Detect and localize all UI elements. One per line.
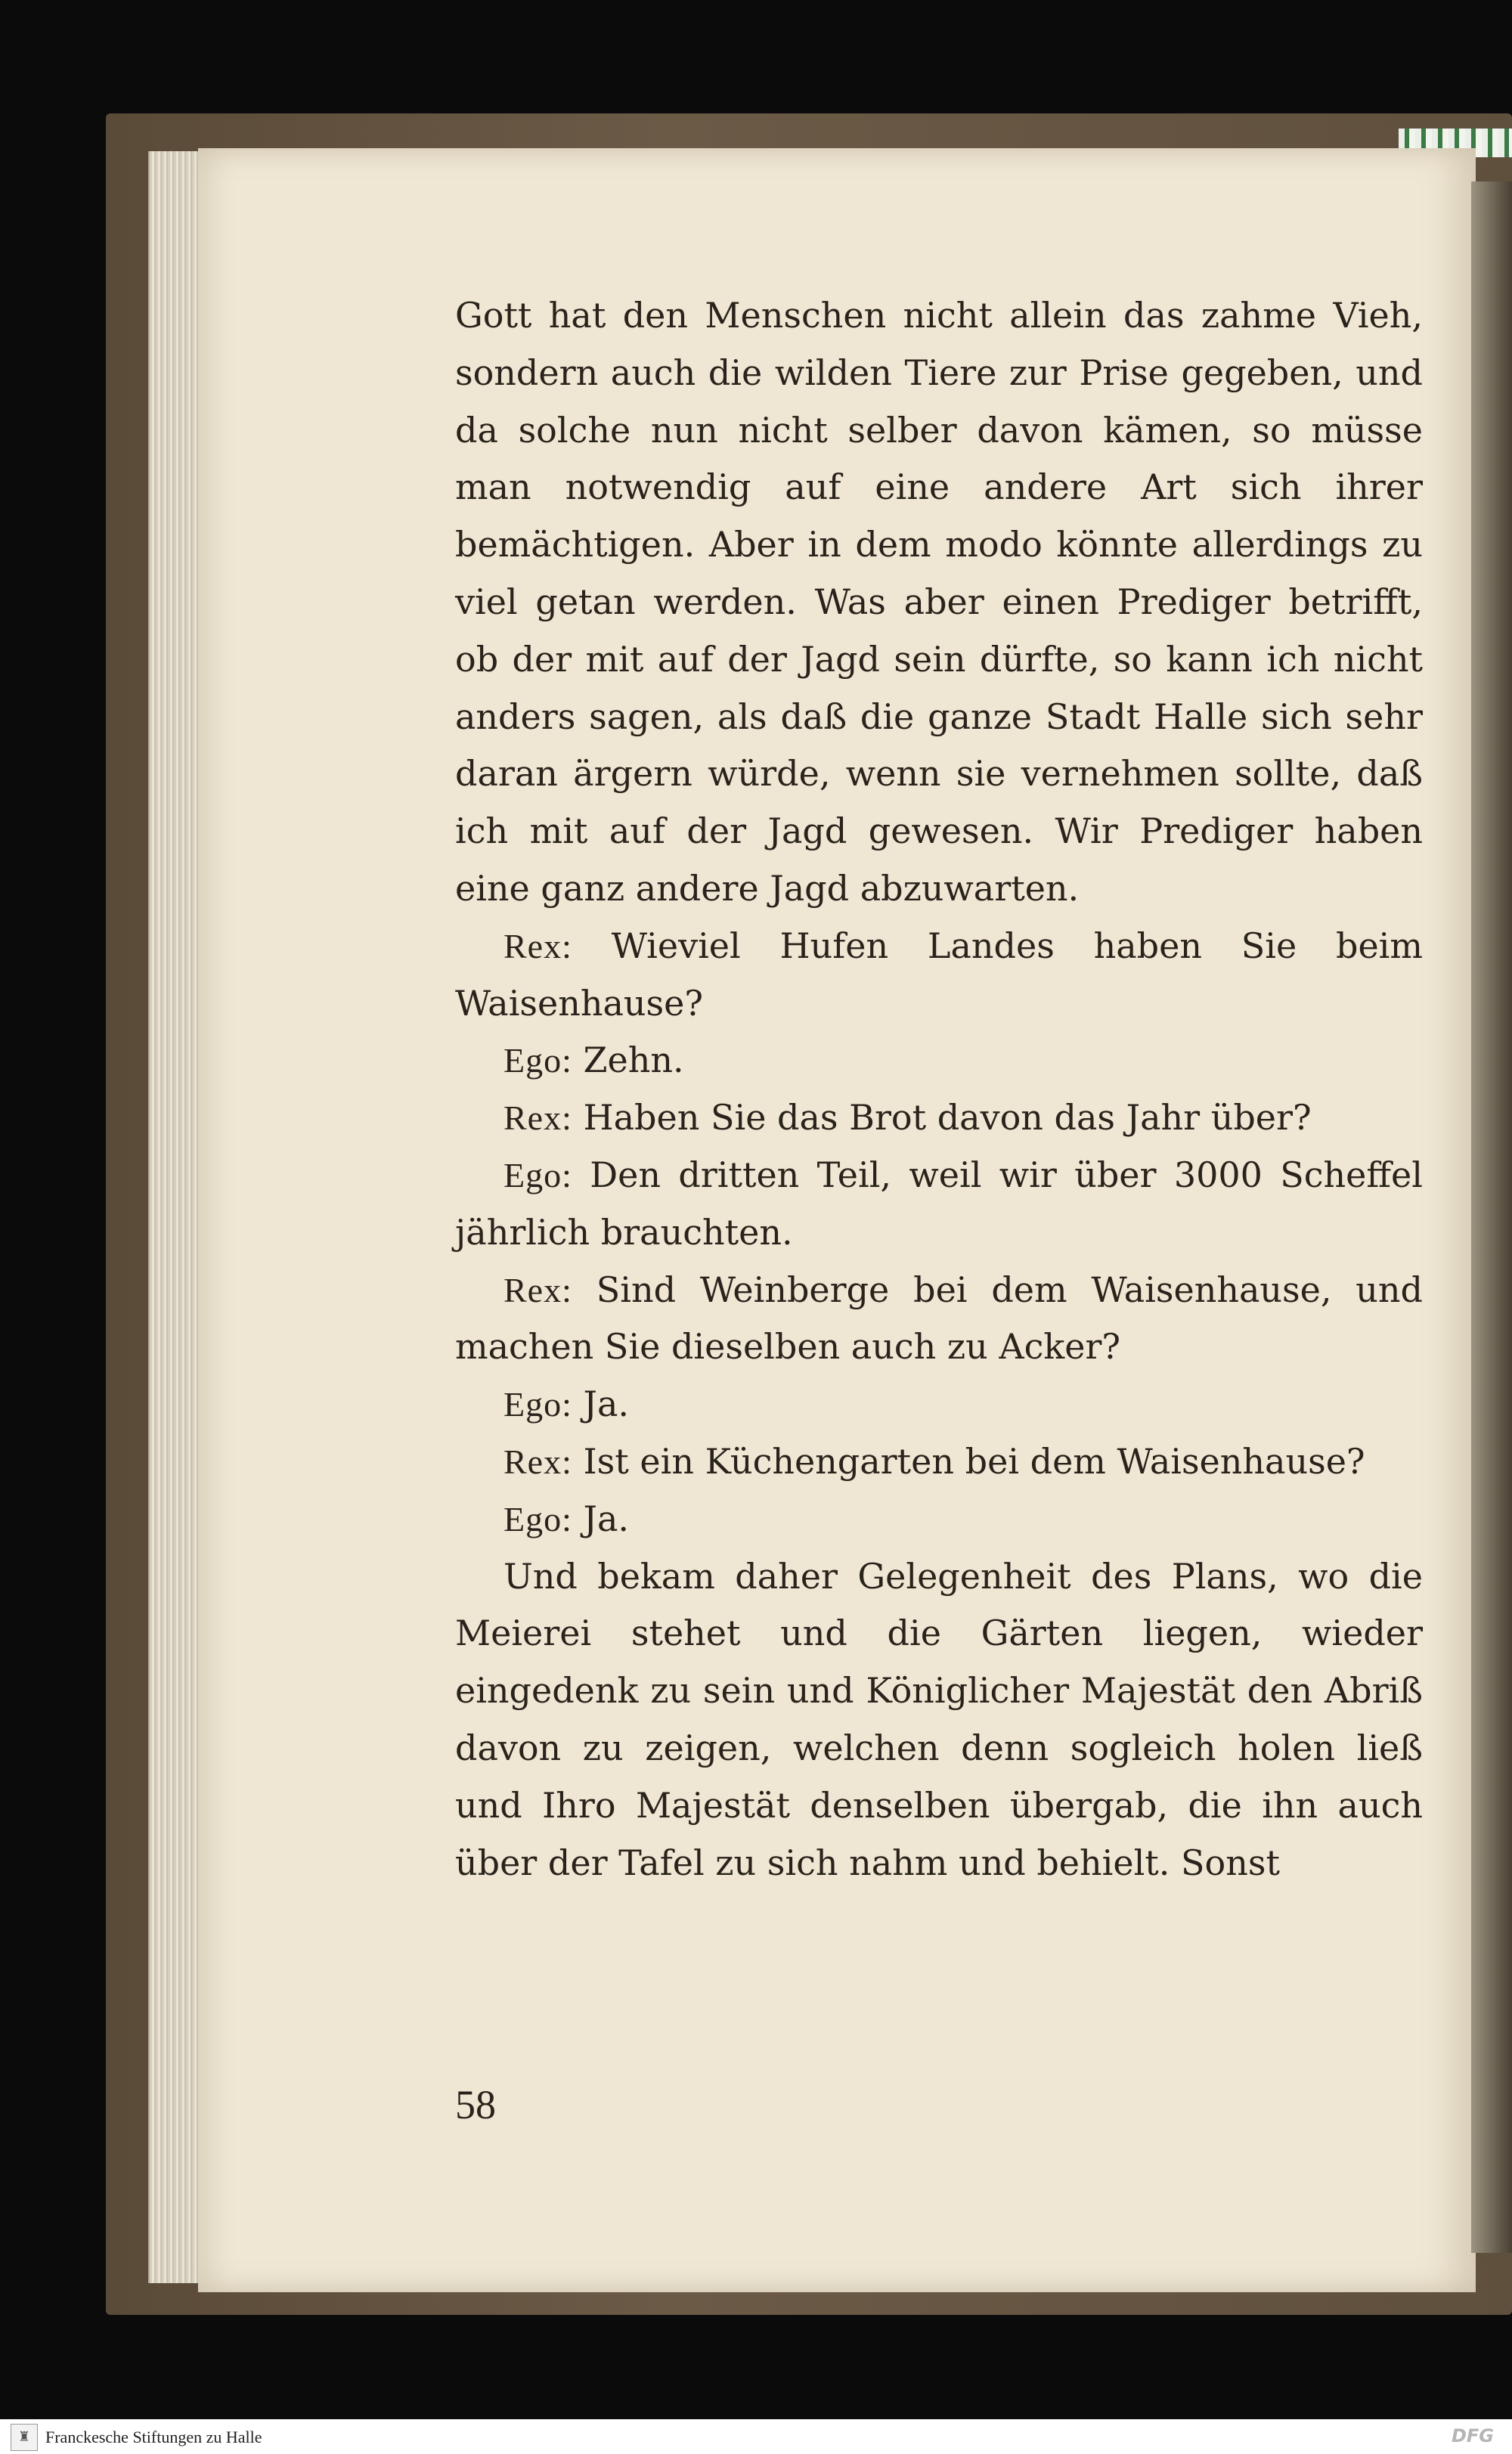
dialogue-text: Haben Sie das Brot davon das Jahr über? [583, 1097, 1312, 1139]
speaker-label: Ego: [503, 1385, 572, 1424]
dialogue-5 [455, 1262, 1423, 1377]
dfg-logo[interactable]: DFG [1451, 2425, 1494, 2446]
speaker-label: Rex: [503, 1270, 572, 1309]
dialogue-6 [455, 1376, 1423, 1433]
dialogue-text: Zehn. [583, 1040, 684, 1081]
dialogue-8 [455, 1491, 1423, 1548]
paragraph-9 [455, 1548, 1423, 1892]
dialogue-text: Den dritten Teil, weil wir über 3000 Scheffel jährlich brauchten. [455, 1154, 1423, 1253]
dialogue-4 [455, 1147, 1423, 1262]
body-text [455, 287, 1423, 1892]
dialogue-text: Ist ein Küchengarten bei dem Waisenhause? [583, 1440, 1365, 1482]
library-logo-icon[interactable]: ♜ [11, 2424, 38, 2451]
paragraph-0 [455, 287, 1423, 918]
speaker-label: Rex: [503, 1442, 572, 1481]
library-name[interactable]: Franckesche Stiftungen zu Halle [45, 2428, 262, 2446]
dialogue-text: Ja. [583, 1498, 630, 1539]
page-number: 58 [455, 2082, 496, 2127]
dialogue-1 [455, 918, 1423, 1033]
paragraph-text: Und bekam daher Gelegenheit des Plans, wo die Meierei stehet und die Gärten liegen, wieder eingedenk zu sein und Königlicher Majestät den Abriß davon zu zeigen, welchen denn sogleich holen ließ und Ihro Majestät denselben übergab, die ihn auch über der Tafel zu sich nahm und behielt. Sonst [455, 1555, 1423, 1883]
dialogue-2 [455, 1032, 1423, 1089]
speaker-label: Ego: [503, 1155, 572, 1194]
dialogue-text: Ja. [583, 1383, 630, 1425]
speaker-label: Rex: [503, 1098, 572, 1138]
gutter-shadow [1471, 181, 1512, 2253]
speaker-label: Ego: [503, 1041, 572, 1080]
speaker-label: Rex: [503, 926, 572, 965]
dialogue-text: Wieviel Hufen Landes haben Sie beim Waisenhause? [455, 925, 1423, 1024]
speaker-label: Ego: [503, 1499, 572, 1538]
paragraph-text: Gott hat den Menschen nicht allein das zahme Vieh, sondern auch die wilden Tiere zur Prise gegeben, und da solche nun nicht selber davon kämen, so müsse man notwendig auf eine andere Art sich ihrer bemächtigen. Aber in dem modo könnte allerdings zu viel getan werden. Was aber einen Prediger betrifft, ob der mit auf der Jagd sein dürfte, so kann ich nicht anders sagen, als daß die ganze Stadt Halle sich sehr daran ärgern würde, wenn sie vernehmen sollte, daß ich mit auf der Jagd gewesen. Wir Prediger haben eine ganz andere Jagd abzuwarten. [455, 295, 1423, 909]
dialogue-text: Sind Weinberge bei dem Waisenhause, und machen Sie dieselben auch zu Acker? [455, 1269, 1423, 1368]
dialogue-7 [455, 1433, 1423, 1491]
dialogue-3 [455, 1089, 1423, 1147]
